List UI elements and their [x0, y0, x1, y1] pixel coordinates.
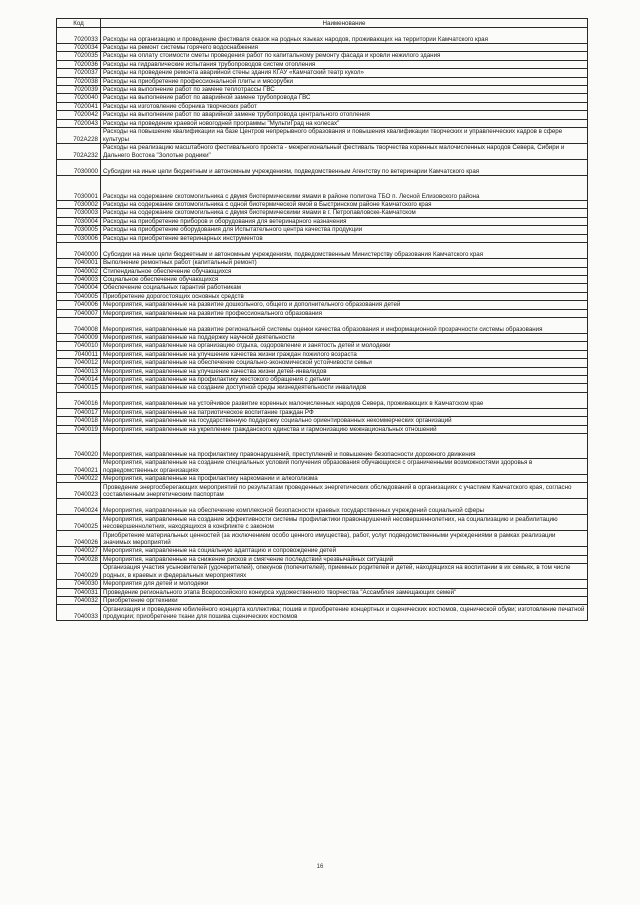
table-row: [57, 28, 588, 44]
row-code: 7020034: [57, 44, 101, 52]
row-name: Мероприятия, направленные на патриотическое воспитание граждан РФ: [101, 408, 588, 416]
table-row: [57, 292, 588, 300]
row-name: Расходы на изготовление сборника творческих работ: [101, 102, 588, 110]
row-code: 7020041: [57, 102, 101, 110]
row-code: 7030006: [57, 234, 101, 242]
table-row: [57, 531, 588, 547]
row-code: 7030003: [57, 209, 101, 217]
row-name: Мероприятия, направленные на укрепление гражданского единства и гармонизацию межнациональных отношений: [101, 425, 588, 433]
row-code: 7040029: [57, 564, 101, 580]
row-name: Организация и проведение юбилейного концерта коллектива; пошив и приобретение концертных и сценических костюмов, сценической обуви; изготовление печатной продукции; приобретение ткани для пошива сценических костюмов: [101, 605, 588, 621]
row-code: 7040026: [57, 531, 101, 547]
row-code: 702A228: [57, 128, 101, 144]
table-row: [57, 209, 588, 217]
row-name: Расходы на содержание скотомогильника с двумя биотермическими ямами в районе полигона ТБО п. Лесной Елизовского района: [101, 176, 588, 201]
table-row: [57, 226, 588, 234]
table-row: [57, 597, 588, 605]
table-row: [57, 564, 588, 580]
row-code: 7040008: [57, 317, 101, 333]
row-name: Организация участия усыновителей (удочерителей), опекунов (попечителей), приемных родителей и детей, находящихся на воспитании в их семьях, в том числе родных, в краевых и федеральных мероприятиях: [101, 564, 588, 580]
row-code: 7020039: [57, 86, 101, 94]
row-code: 7040006: [57, 301, 101, 309]
row-code: 7030004: [57, 217, 101, 225]
row-name: Расходы на оплату стоимости сметы проведения работ по капитальному ремонту фасада и кровли нежилого здания: [101, 52, 588, 60]
table-row: [57, 217, 588, 225]
row-code: 7040024: [57, 499, 101, 515]
row-code: 7030002: [57, 201, 101, 209]
row-code: 7040005: [57, 292, 101, 300]
table-row: [57, 483, 588, 499]
row-name: Проведение регионального этапа Всероссийского конкурса художественного творчества "Ассамблея замещающих семей": [101, 588, 588, 596]
row-code: 7040000: [57, 243, 101, 259]
table-row: [57, 309, 588, 317]
table-row: [57, 259, 588, 267]
row-code: 7040021: [57, 459, 101, 475]
table-row: [57, 267, 588, 275]
row-code: 702A232: [57, 144, 101, 160]
row-code: 7040011: [57, 350, 101, 358]
row-code: 7040013: [57, 367, 101, 375]
table-row: [57, 144, 588, 160]
table-header-row: [57, 19, 588, 28]
row-code: 7040015: [57, 384, 101, 392]
row-name: Субсидии на иные цели бюджетным и автономным учреждениям, подведомственным Министерству образования Камчатского края: [101, 243, 588, 259]
row-code: 7040009: [57, 333, 101, 341]
row-code: 7040016: [57, 392, 101, 408]
row-code: 7020043: [57, 119, 101, 127]
table-row: [57, 111, 588, 119]
row-code: 7040018: [57, 417, 101, 425]
row-code: 7040022: [57, 475, 101, 483]
row-name: Расходы на содержание скотомогильника с двумя биотермическими ямами в г. Петропавловске-Камчатском: [101, 209, 588, 217]
row-name: Расходы на приобретение оборудования для Испытательного центра качества продукции: [101, 226, 588, 234]
table-row: [57, 160, 588, 176]
row-name: Мероприятия, направленные на профилактику правонарушений, преступлений и повышение безопасности дорожного движения: [101, 434, 588, 459]
table-row: [57, 176, 588, 201]
header-code: Код: [57, 19, 101, 28]
row-name: Расходы на содержание скотомогильника с одной биотермической ямой в Быстринском районе Камчатского края: [101, 201, 588, 209]
row-name: Стипендиальное обеспечение обучающихся: [101, 267, 588, 275]
row-code: 7040001: [57, 259, 101, 267]
row-code: 7020036: [57, 60, 101, 68]
row-name: Приобретение дорогостоящих основных средств: [101, 292, 588, 300]
row-name: Расходы на гидравлические испытания трубопроводов систем отопления: [101, 60, 588, 68]
row-name: Мероприятия, направленные на снижение рисков и смягчение последствий чрезвычайных ситуаций: [101, 555, 588, 563]
page-number: 16: [316, 864, 324, 870]
table-row: [57, 384, 588, 392]
table-row: [57, 547, 588, 555]
row-name: Обеспечение социальных гарантий работникам: [101, 284, 588, 292]
table-row: [57, 367, 588, 375]
row-name: Расходы на реализацию масштабного фестивального проекта - межрегиональный фестиваль творчества коренных малочисленных народов Севера, Сибири и Дальнего Востока "Золотые родники": [101, 144, 588, 160]
table-row: [57, 392, 588, 408]
row-code: 7040019: [57, 425, 101, 433]
row-code: 7040028: [57, 555, 101, 563]
table-row: [57, 86, 588, 94]
row-code: 7020040: [57, 94, 101, 102]
row-name: Мероприятия, направленные на создание специальных условий получения образования обучающихся с ограниченными возможностями здоровья в подведомственных организациях: [101, 459, 588, 475]
table-row: [57, 275, 588, 283]
table-row: [57, 119, 588, 127]
row-name: Мероприятия, направленные на социальную адаптацию и сопровождение детей: [101, 547, 588, 555]
table-row: [57, 475, 588, 483]
row-name: Мероприятия, направленные на поддержку научной деятельности: [101, 333, 588, 341]
row-code: 7030000: [57, 160, 101, 176]
row-code: 7040007: [57, 309, 101, 317]
row-code: 7020035: [57, 52, 101, 60]
row-name: Приобретение материальных ценностей (за исключением особо ценного имущества), работ, услуг подведомственными учреждениями в рамках реализации значимых мероприятий: [101, 531, 588, 547]
table-row: [57, 333, 588, 341]
table-row: [57, 605, 588, 621]
table-row: [57, 375, 588, 383]
row-code: 7020033: [57, 28, 101, 44]
row-name: Расходы на приобретение приборов и оборудования для ветеринарного назначения: [101, 217, 588, 225]
row-name: Расходы на приобретение ветеринарных инструментов: [101, 234, 588, 242]
header-name: Наименование: [101, 19, 588, 28]
row-code: 7040004: [57, 284, 101, 292]
row-code: 7040027: [57, 547, 101, 555]
table-row: [57, 588, 588, 596]
row-code: 7040031: [57, 588, 101, 596]
row-name: Проведение энергосберегающих мероприятий по результатам проведенных энергетических обследований в организациях с участием Камчатского края, согласно составленным энергетическим паспортам: [101, 483, 588, 499]
row-name: Выполнение ремонтных работ (капитальный ремонт): [101, 259, 588, 267]
row-name: Мероприятия, направленные на улучшение качества жизни граждан пожилого возраста: [101, 350, 588, 358]
row-name: Расходы на организацию и проведение фестиваля сказок на родных языках народов, проживающих на территории Камчатского края: [101, 28, 588, 44]
table-row: [57, 555, 588, 563]
table-row: [57, 60, 588, 68]
row-name: Мероприятия, направленные на профилактику наркомании и алкоголизма: [101, 475, 588, 483]
row-code: 7040012: [57, 359, 101, 367]
table-row: [57, 243, 588, 259]
row-code: 7040020: [57, 434, 101, 459]
row-code: 7030001: [57, 176, 101, 201]
budget-codes-table: [56, 18, 588, 621]
table-row: [57, 44, 588, 52]
row-name: Мероприятия, направленные на организацию отдыха, оздоровление и занятость детей и молодежи: [101, 342, 588, 350]
table-row: [57, 102, 588, 110]
table-row: [57, 201, 588, 209]
row-name: Субсидии на иные цели бюджетным и автономным учреждениям, подведомственным Агентству по ветеринарии Камчатского края: [101, 160, 588, 176]
row-name: Мероприятия, направленные на развитие дошкольного, общего и дополнительного образования детей: [101, 301, 588, 309]
table-row: [57, 301, 588, 309]
row-code: 7040023: [57, 483, 101, 499]
row-name: Мероприятия, направленные на создание эффективности системы профилактики правонарушений несовершеннолетних, на социализацию и реабилитацию несовершеннолетних, находящихся в конфликте с законом: [101, 515, 588, 531]
row-code: 7040033: [57, 605, 101, 621]
row-code: 7020042: [57, 111, 101, 119]
row-name: Расходы на проведение краевой новогодней программы "МультиГрад на колесах": [101, 119, 588, 127]
row-code: 7040032: [57, 597, 101, 605]
row-name: Расходы на выполнение работ по аварийной замене трубопровода центрального отопления: [101, 111, 588, 119]
row-name: Мероприятия, направленные на обеспечение социально-экономической устойчивости семьи: [101, 359, 588, 367]
row-name: Расходы на выполнение работ по замене теплотрассы ГВС: [101, 86, 588, 94]
row-name: Мероприятия, направленные на государственную поддержку социально ориентированных некоммерческих организаций: [101, 417, 588, 425]
row-name: Мероприятия, направленные на улучшение качества жизни детей-инвалидов: [101, 367, 588, 375]
row-name: Мероприятия, направленные на устойчивое развитие коренных малочисленных народов Севера, проживающих в Камчатском крае: [101, 392, 588, 408]
row-code: 7040014: [57, 375, 101, 383]
table-row: [57, 317, 588, 333]
row-code: 7020038: [57, 77, 101, 85]
table-row: [57, 234, 588, 242]
table-row: [57, 425, 588, 433]
row-name: Мероприятия, направленные на развитие профессионального образования: [101, 309, 588, 317]
row-name: Расходы на приобретение профессиональной плиты и мясорубки: [101, 77, 588, 85]
table-row: [57, 52, 588, 60]
row-code: 7040017: [57, 408, 101, 416]
row-name: Мероприятия, направленные на профилактику жестокого обращения с детьми: [101, 375, 588, 383]
row-name: Расходы на выполнение работ по аварийной замене трубопровода ГВС: [101, 94, 588, 102]
table-row: [57, 359, 588, 367]
row-name: Расходы на ремонт системы горячего водоснабжения: [101, 44, 588, 52]
table-row: [57, 284, 588, 292]
table-row: [57, 342, 588, 350]
row-code: 7040010: [57, 342, 101, 350]
row-code: 7020037: [57, 69, 101, 77]
row-name: Расходы на проведение ремонта аварийной стены здания КГАУ «Камчатский театр кукол»: [101, 69, 588, 77]
row-name: Расходы на повышение квалификации на базе Центров непрерывного образования и повышения квалификации творческих и управленческих кадров в сфере культуры: [101, 128, 588, 144]
table-row: [57, 499, 588, 515]
table-row: [57, 128, 588, 144]
table-row: [57, 417, 588, 425]
table-row: [57, 69, 588, 77]
row-code: 7030005: [57, 226, 101, 234]
row-name: Мероприятия, направленные на обеспечение комплексной безопасности краевых государственных учреждений социальной сферы: [101, 499, 588, 515]
table-row: [57, 350, 588, 358]
row-name: Социальное обеспечение обучающихся: [101, 275, 588, 283]
table-row: [57, 515, 588, 531]
row-name: Мероприятия, направленные на развитие региональной системы оценки качества образования и информационной прозрачности системы образования: [101, 317, 588, 333]
row-code: 7040003: [57, 275, 101, 283]
table-row: [57, 580, 588, 588]
table-row: [57, 94, 588, 102]
table-row: [57, 459, 588, 475]
row-name: Мероприятия для детей и молодежи: [101, 580, 588, 588]
row-name: Приобретение оргтехники: [101, 597, 588, 605]
table-row: [57, 434, 588, 459]
row-code: 7040002: [57, 267, 101, 275]
row-code: 7040025: [57, 515, 101, 531]
table-row: [57, 408, 588, 416]
table-body: [57, 28, 588, 621]
row-code: 7040030: [57, 580, 101, 588]
row-name: Мероприятия, направленные на создание доступной среды жизнедеятельности инвалидов: [101, 384, 588, 392]
table-row: [57, 77, 588, 85]
